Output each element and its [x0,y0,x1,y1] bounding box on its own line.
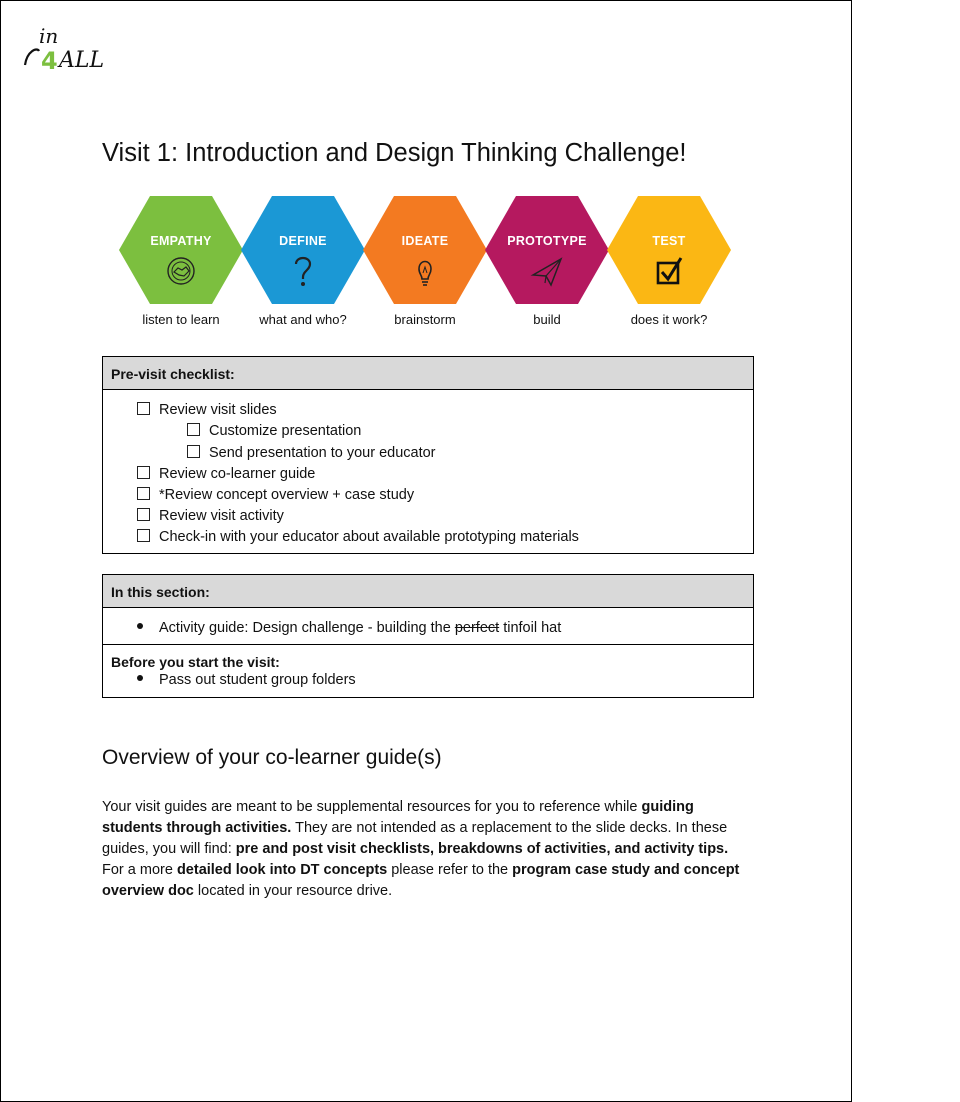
phase-name: PROTOTYPE [507,234,587,248]
overview-bold: pre and post visit checklists, breakdowns of activities, and activity tips. [235,841,729,857]
phase-subtitle: brainstorm [394,312,456,327]
phase-name: EMPATHY [150,234,212,248]
checklist-item-label: Review co-learner guide [159,466,316,482]
checklist-item-label: *Review concept overview + case study [159,487,415,503]
phase-subtitle: listen to learn [142,312,220,327]
checkbox[interactable] [137,529,150,542]
checklist-item [187,423,361,439]
row-divider [103,644,753,645]
checklist-item-label: Review visit slides [159,402,277,418]
phase-subtitle: does it work? [630,312,708,327]
paper-plane-icon [531,253,563,289]
overview-bold: guiding students through activities. [102,799,694,836]
overview-text: They are not intended as a replacement to the slide decks. In these guides, you will find: [102,820,728,857]
checklist-item-label: Send presentation to your educator [209,445,436,461]
bullet [137,623,143,629]
activity-prefix: Activity guide: Design challenge - building the [159,620,455,636]
page-title: Visit 1: Introduction and Design Thinking Challenge! [102,139,687,167]
question-mark-icon [287,253,319,289]
phase-subtitle: build [533,312,561,327]
phase-name: DEFINE [279,234,327,248]
phase-subtitle: what and who? [259,312,347,327]
phase-name: TEST [652,234,686,248]
checklist-item [137,466,315,482]
overview-text: located in your resource drive. [193,883,393,899]
svg-text:ALL: ALL [59,48,105,73]
checkbox[interactable] [187,423,200,436]
overview-heading: Overview of your co-learner guide(s) [102,746,442,769]
design-thinking-phases [101,193,751,338]
checklist-item [137,508,284,524]
pre-visit-checklist [102,356,754,554]
checkbox[interactable] [137,508,150,521]
checklist-item [137,487,414,503]
phase-test [607,193,731,338]
lightbulb-icon [409,253,441,289]
overview-paragraph [102,797,752,902]
overview-text: For a more [102,862,177,878]
in4all-logo [17,21,105,77]
phase-ideate [363,193,487,338]
activity-suffix: tinfoil hat [499,620,562,636]
in-this-section-table [102,574,754,698]
overview-text: please refer to the [387,862,513,878]
checkbox[interactable] [137,402,150,415]
phase-empathy [119,193,243,338]
activity-guide-item [137,620,561,636]
overview-bold: detailed look into DT concepts [176,862,388,878]
checkbox-check-icon [653,253,685,289]
svg-text:in: in [39,24,59,48]
overview-bold: program case study and concept overview doc [102,862,740,899]
checkbox[interactable] [137,466,150,479]
phase-define [241,193,365,338]
before-visit-item-label: Pass out student group folders [159,672,356,688]
overview-text: Your visit guides are meant to be supplemental resources for you to reference while [102,799,642,815]
checklist-item [137,402,277,418]
handshake-icon [165,253,197,289]
checklist-header: Pre-visit checklist: [103,357,753,390]
phase-name: IDEATE [401,234,449,248]
checklist-item-label: Review visit activity [159,508,284,524]
checkbox[interactable] [187,445,200,458]
before-visit-label: Before you start the visit: [111,654,280,670]
checklist-item-label: Customize presentation [209,423,362,439]
before-visit-item [137,672,356,688]
checkbox[interactable] [137,487,150,500]
checklist-item-label: Check-in with your educator about available prototyping materials [159,529,579,545]
checklist-item [187,445,436,461]
svg-text:4: 4 [41,47,58,75]
bullet [137,675,143,681]
checklist-item [137,529,579,545]
struck-word: perfect [454,620,500,636]
section-header: In this section: [103,575,753,608]
phase-prototype [485,193,609,338]
